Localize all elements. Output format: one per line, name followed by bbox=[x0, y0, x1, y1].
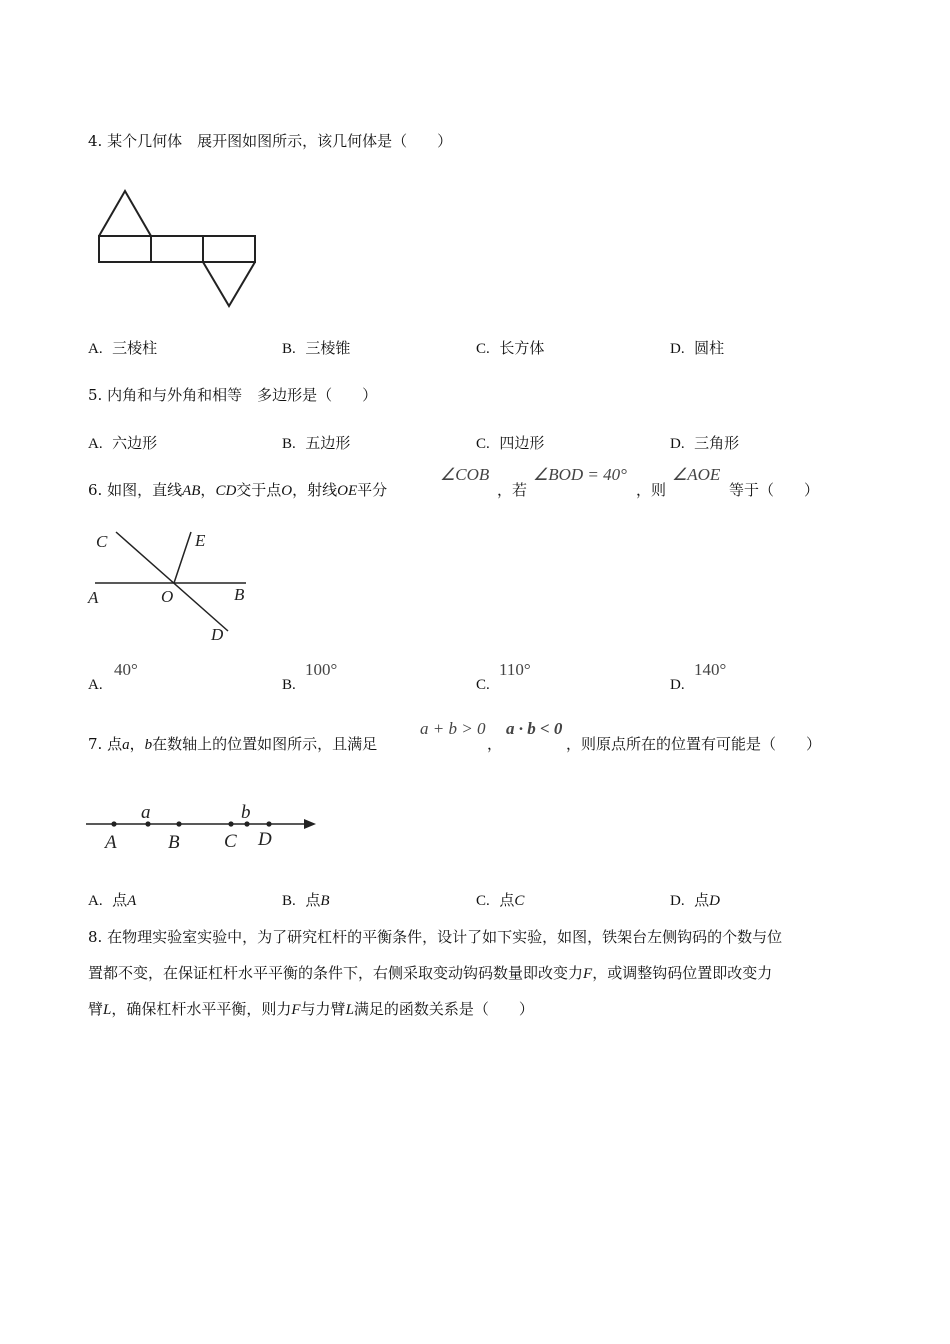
q6-stem-text: ，射线 bbox=[292, 481, 338, 499]
q8-var-l: L bbox=[103, 1002, 112, 1018]
q4-option-d[interactable] bbox=[670, 338, 724, 359]
q8-var-f: F bbox=[291, 1002, 301, 1018]
q7-option-b[interactable] bbox=[282, 890, 330, 911]
option-var: B bbox=[320, 893, 330, 909]
net-face-1 bbox=[99, 236, 151, 262]
label-d: D bbox=[258, 829, 272, 850]
q4-stem: 4. 某个几何体 展开图如图所示，该几何体是（ ） bbox=[88, 132, 453, 150]
q6-math-angle-bod: ∠BOD = 40° bbox=[533, 465, 627, 484]
q7-stem-text-2: ， bbox=[487, 735, 503, 753]
q5-option-c[interactable] bbox=[476, 433, 544, 454]
net-face-3 bbox=[203, 236, 255, 262]
point-b-dot bbox=[176, 821, 181, 826]
q7-stem-text: 7. 点 bbox=[88, 735, 123, 753]
q6-stem-text: 6. 如图，直线 bbox=[88, 481, 183, 499]
q4-option-c[interactable] bbox=[476, 338, 544, 359]
option-text: 三棱柱 bbox=[112, 339, 158, 357]
option-letter: C. bbox=[476, 677, 490, 693]
option-value: 140° bbox=[694, 660, 727, 679]
q7-stem-text: ， bbox=[129, 735, 145, 753]
option-value: 40° bbox=[114, 660, 138, 679]
option-letter: D. bbox=[670, 893, 685, 909]
q6-var-cd: CD bbox=[215, 483, 237, 499]
q6-stem bbox=[88, 480, 387, 501]
q5-option-d[interactable] bbox=[670, 433, 739, 454]
q7-stem-text: 在数轴上的位置如图所示，且满足 bbox=[152, 735, 378, 753]
option-letter: D. bbox=[670, 436, 685, 452]
q7-stem-text-3: ，则原点所在的位置有可能是（ ） bbox=[566, 735, 822, 753]
net-face-2 bbox=[151, 236, 203, 262]
net-bottom-triangle bbox=[203, 262, 255, 306]
option-letter: B. bbox=[282, 893, 296, 909]
q7-var-b: b bbox=[144, 737, 153, 753]
q7-var-a: a bbox=[122, 737, 130, 753]
label-b: B bbox=[168, 832, 180, 853]
option-letter: A. bbox=[88, 436, 103, 452]
option-prefix: 点 bbox=[499, 891, 515, 909]
option-prefix: 点 bbox=[305, 891, 321, 909]
option-letter: C. bbox=[476, 893, 490, 909]
option-text: 六边形 bbox=[112, 434, 158, 452]
option-prefix: 点 bbox=[112, 891, 128, 909]
point-c-dot bbox=[228, 821, 233, 826]
q6-math-angle-aoe: ∠AOE bbox=[672, 465, 721, 484]
option-letter: A. bbox=[88, 677, 103, 693]
option-var: C bbox=[514, 893, 525, 909]
q6-lines-figure bbox=[85, 528, 255, 643]
option-text: 三角形 bbox=[694, 434, 740, 452]
q5-option-b[interactable] bbox=[282, 433, 350, 454]
q7-number-line-figure bbox=[86, 800, 326, 860]
q6-stem-text: 平分 bbox=[357, 481, 388, 499]
label-var-a: a bbox=[141, 802, 151, 823]
q6-stem-text-4: 等于（ ） bbox=[729, 481, 820, 499]
label-b: B bbox=[234, 585, 245, 604]
q7-math-sum: a + b > 0 bbox=[420, 719, 486, 738]
q8-var-f: F bbox=[583, 966, 593, 982]
label-c: C bbox=[96, 532, 108, 551]
q8-text: 满足的函数关系是（ ） bbox=[353, 1000, 534, 1018]
option-letter: B. bbox=[282, 677, 296, 693]
q8-text: 置都不变，在保证杠杆水平平衡的条件下，右侧采取变动钩码数量即改变力 bbox=[88, 964, 584, 982]
line-cd bbox=[116, 532, 228, 631]
q7-option-c[interactable] bbox=[476, 890, 524, 911]
q6-math-angle-cob: ∠COB bbox=[440, 465, 490, 484]
option-text: 五边形 bbox=[305, 434, 351, 452]
number-line-arrow bbox=[304, 819, 316, 829]
label-e: E bbox=[195, 531, 206, 550]
option-letter: B. bbox=[282, 436, 296, 452]
q7-math-product: a · b < 0 bbox=[506, 719, 563, 738]
net-top-triangle bbox=[99, 191, 151, 236]
option-letter: A. bbox=[88, 893, 103, 909]
q8-text: 与力臂 bbox=[300, 1000, 346, 1018]
option-letter: A. bbox=[88, 341, 103, 357]
option-letter: C. bbox=[476, 341, 490, 357]
point-d-dot bbox=[266, 821, 271, 826]
option-value: 110° bbox=[499, 660, 531, 679]
label-d: D bbox=[211, 625, 224, 644]
q8-text: ，确保杠杆水平平衡，则力 bbox=[111, 1000, 292, 1018]
q6-stem-text-2: ，若 bbox=[497, 481, 528, 499]
option-text: 长方体 bbox=[499, 339, 545, 357]
label-c: C bbox=[224, 831, 237, 852]
q4-net-figure bbox=[88, 186, 258, 311]
q8-line-3 bbox=[88, 999, 534, 1020]
option-text: 三棱锥 bbox=[305, 339, 351, 357]
label-o: O bbox=[161, 587, 174, 606]
option-letter: C. bbox=[476, 436, 490, 452]
q6-var-ab: AB bbox=[182, 483, 201, 499]
q5-stem: 5. 内角和与外角和相等 多边形是（ ） bbox=[88, 386, 378, 404]
q7-stem bbox=[88, 734, 377, 755]
q5-option-a[interactable] bbox=[88, 433, 157, 454]
q6-stem-text-3: ，则 bbox=[636, 481, 667, 499]
q4-option-a[interactable] bbox=[88, 338, 157, 359]
label-a: A bbox=[105, 832, 117, 853]
option-var: D bbox=[709, 893, 720, 909]
label-a: A bbox=[88, 588, 99, 607]
q8-text: 臂 bbox=[88, 1000, 104, 1018]
option-letter: D. bbox=[670, 341, 685, 357]
option-letter: D. bbox=[670, 677, 685, 693]
option-var: A bbox=[127, 893, 137, 909]
option-letter: B. bbox=[282, 341, 296, 357]
q6-stem-text: ， bbox=[200, 481, 216, 499]
option-text: 圆柱 bbox=[694, 339, 725, 357]
label-var-b: b bbox=[241, 802, 251, 823]
q8-text: ，或调整钩码位置即改变力 bbox=[592, 964, 773, 982]
option-text: 四边形 bbox=[499, 434, 545, 452]
option-value: 100° bbox=[305, 660, 338, 679]
q8-line-2 bbox=[88, 963, 772, 984]
point-a-dot bbox=[111, 821, 116, 826]
q6-var-o: O bbox=[281, 483, 293, 499]
q8-var-l: L bbox=[345, 1002, 354, 1018]
q6-stem-text: 交于点 bbox=[236, 481, 282, 499]
q6-var-oe: OE bbox=[337, 483, 358, 499]
q7-option-d[interactable] bbox=[670, 890, 720, 911]
q7-option-a[interactable] bbox=[88, 890, 136, 911]
ray-oe bbox=[174, 532, 191, 583]
q8-line-1: 8. 在物理实验室实验中，为了研究杠杆的平衡条件，设计了如下实验，如图，铁架台左侧钩码的个数与位 bbox=[88, 928, 783, 946]
option-prefix: 点 bbox=[694, 891, 710, 909]
q4-option-b[interactable] bbox=[282, 338, 350, 359]
